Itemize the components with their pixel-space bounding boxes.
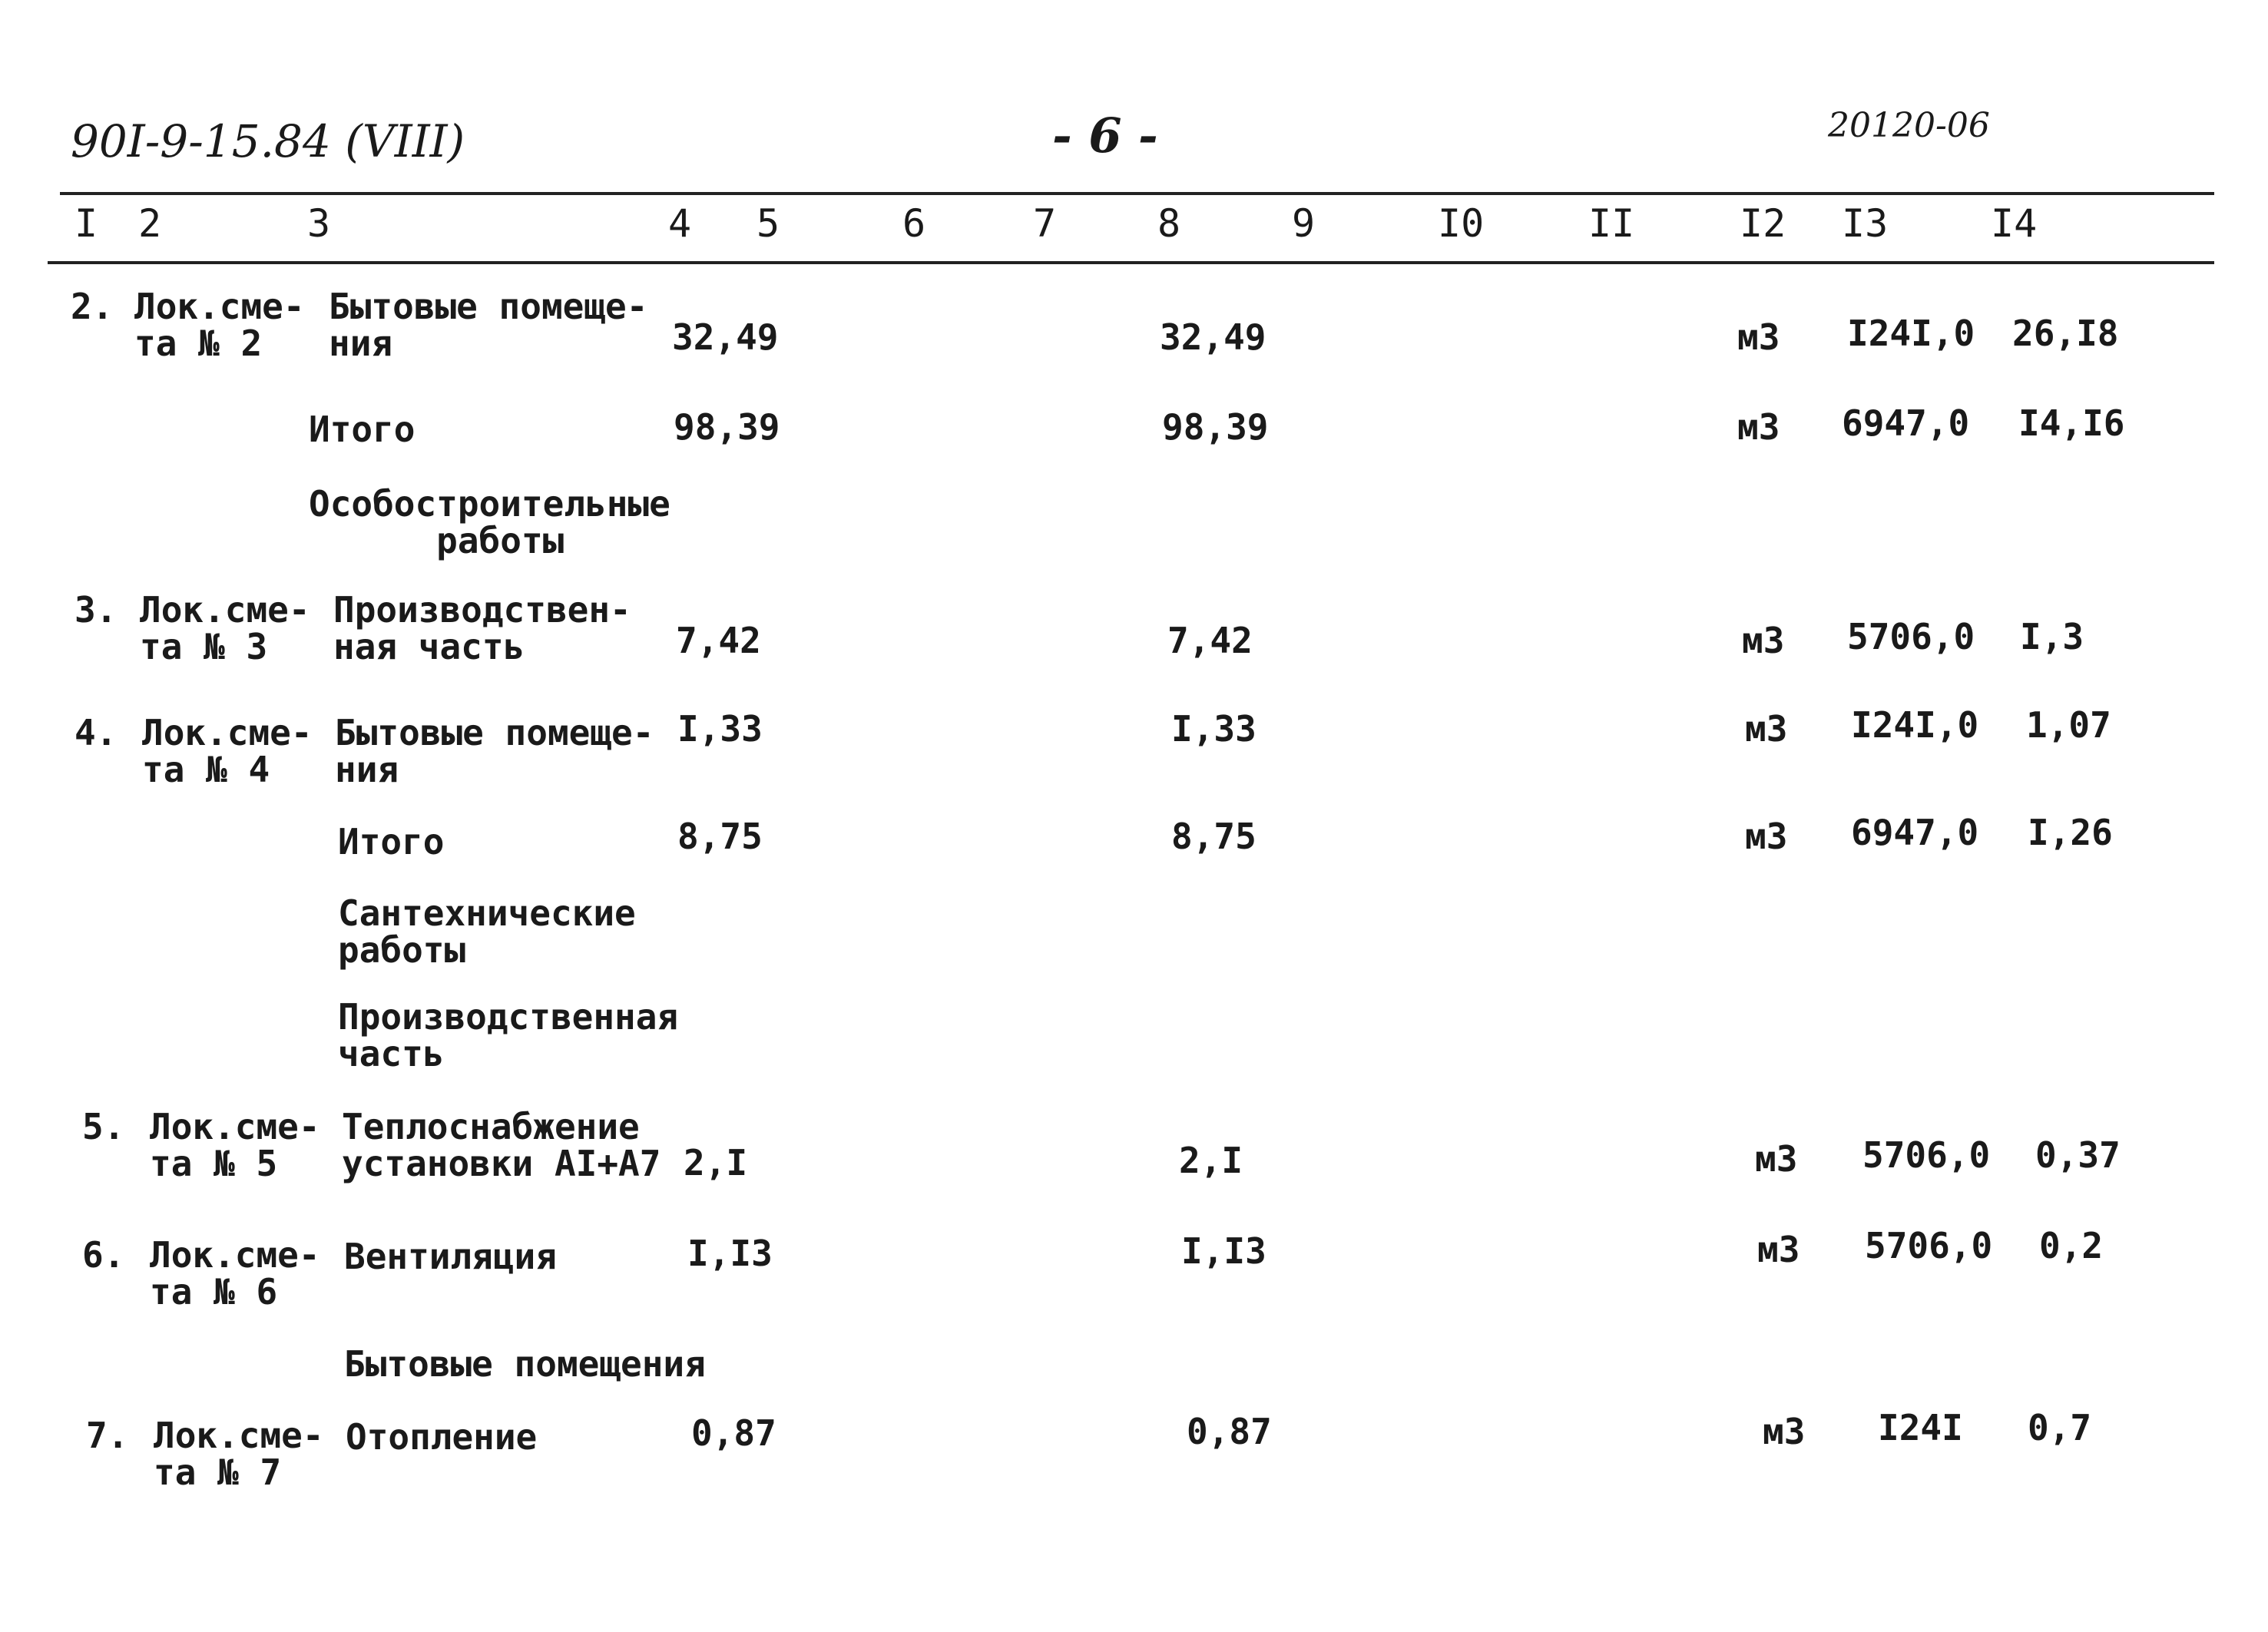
row-col13: 5706,0 xyxy=(1862,1134,1991,1176)
row-number: 2. xyxy=(71,286,114,327)
row-col14: 1,07 xyxy=(2026,704,2111,746)
row-col13: I24I,0 xyxy=(1847,313,1975,354)
row-col4: 32,49 xyxy=(672,316,779,358)
row-number: 4. xyxy=(74,712,118,753)
section-heading: Производственная часть xyxy=(338,996,679,1074)
row-unit: м3 xyxy=(1742,620,1785,661)
row-unit: м3 xyxy=(1755,1138,1798,1180)
row-col8: 2,I xyxy=(1179,1140,1243,1181)
row-number: 6. xyxy=(82,1234,125,1276)
row-col4: 0,87 xyxy=(691,1412,776,1454)
row-unit: м3 xyxy=(1757,1229,1800,1270)
top-rule xyxy=(60,192,2214,195)
row-col13: 6947,0 xyxy=(1851,812,1979,853)
row-number: 5. xyxy=(82,1106,125,1147)
stamp-number: 20120-06 xyxy=(1828,106,1990,145)
row-doc: Лок.сме- та № 4 xyxy=(142,712,313,790)
row-col4: 7,42 xyxy=(676,620,761,661)
col-header-10: I0 xyxy=(1438,201,1485,246)
row-col8: 98,39 xyxy=(1162,406,1269,448)
row-name: Итого xyxy=(309,409,416,450)
row-unit: м3 xyxy=(1763,1411,1806,1452)
row-col4: I,33 xyxy=(677,708,763,750)
header-rule xyxy=(48,261,2214,264)
col-header-9: 9 xyxy=(1292,201,1316,246)
section-heading: Сантехнические работы xyxy=(338,892,636,971)
row-col14: 0,37 xyxy=(2035,1134,2121,1176)
col-header-14: I4 xyxy=(1991,201,2038,246)
row-unit: м3 xyxy=(1737,406,1780,448)
row-col14: I4,I6 xyxy=(2018,402,2125,444)
section-heading: Бытовые помещения xyxy=(344,1343,706,1385)
row-col14: 0,2 xyxy=(2039,1225,2104,1266)
col-header-8: 8 xyxy=(1157,201,1181,246)
row-doc: Лок.сме- та № 3 xyxy=(140,589,310,667)
row-col13: 5706,0 xyxy=(1865,1225,1993,1266)
row-doc: Лок.сме- та № 2 xyxy=(134,286,305,364)
row-col4: 8,75 xyxy=(677,816,763,857)
row-doc: Лок.сме- та № 7 xyxy=(154,1415,324,1493)
col-header-12: I2 xyxy=(1740,201,1786,246)
col-header-11: II xyxy=(1588,201,1635,246)
row-doc: Лок.сме- та № 6 xyxy=(150,1234,320,1313)
row-col14: 0,7 xyxy=(2028,1407,2092,1448)
row-number: 3. xyxy=(74,589,118,631)
row-col13: I24I,0 xyxy=(1851,704,1979,746)
row-col8: 32,49 xyxy=(1160,316,1266,358)
document-code: 90I-9-15.84 (VIII) xyxy=(71,115,465,167)
row-name: Бытовые помеще- ния xyxy=(329,286,648,364)
row-unit: м3 xyxy=(1737,316,1780,358)
col-header-13: I3 xyxy=(1842,201,1889,246)
row-col8: 0,87 xyxy=(1187,1411,1272,1452)
row-col14: I,26 xyxy=(2028,812,2113,853)
row-col14: 26,I8 xyxy=(2012,313,2119,354)
col-header-6: 6 xyxy=(902,201,926,246)
col-header-7: 7 xyxy=(1033,201,1057,246)
col-header-1: I xyxy=(74,201,98,246)
row-name: Отопление xyxy=(346,1416,538,1458)
row-col13: I24I xyxy=(1878,1407,1963,1448)
section-heading: Особостроительные работы xyxy=(309,483,670,561)
row-col4: 98,39 xyxy=(674,406,780,448)
row-col4: 2,I xyxy=(684,1142,748,1183)
row-name: Бытовые помеще- ния xyxy=(335,712,654,790)
row-name: Вентиляция xyxy=(344,1236,557,1277)
row-col13: 6947,0 xyxy=(1842,402,1970,444)
row-col4: I,I3 xyxy=(687,1233,773,1274)
row-unit: м3 xyxy=(1745,708,1788,750)
row-unit: м3 xyxy=(1745,816,1788,857)
row-name: Производствен- ная часть xyxy=(333,589,631,667)
col-header-5: 5 xyxy=(757,201,780,246)
row-doc: Лок.сме- та № 5 xyxy=(150,1106,320,1184)
col-header-4: 4 xyxy=(668,201,692,246)
row-col14: I,3 xyxy=(2020,616,2084,657)
row-col8: I,I3 xyxy=(1181,1230,1266,1272)
row-name: Теплоснабжение установки AI+A7 xyxy=(342,1106,661,1184)
row-col8: 7,42 xyxy=(1167,620,1253,661)
col-header-2: 2 xyxy=(138,201,162,246)
row-name: Итого xyxy=(338,821,445,862)
row-col13: 5706,0 xyxy=(1847,616,1975,657)
col-header-3: 3 xyxy=(307,201,331,246)
row-col8: 8,75 xyxy=(1171,816,1257,857)
row-col8: I,33 xyxy=(1171,708,1257,750)
row-number: 7. xyxy=(86,1415,129,1456)
page-marker: - 6 - xyxy=(1052,108,1158,164)
